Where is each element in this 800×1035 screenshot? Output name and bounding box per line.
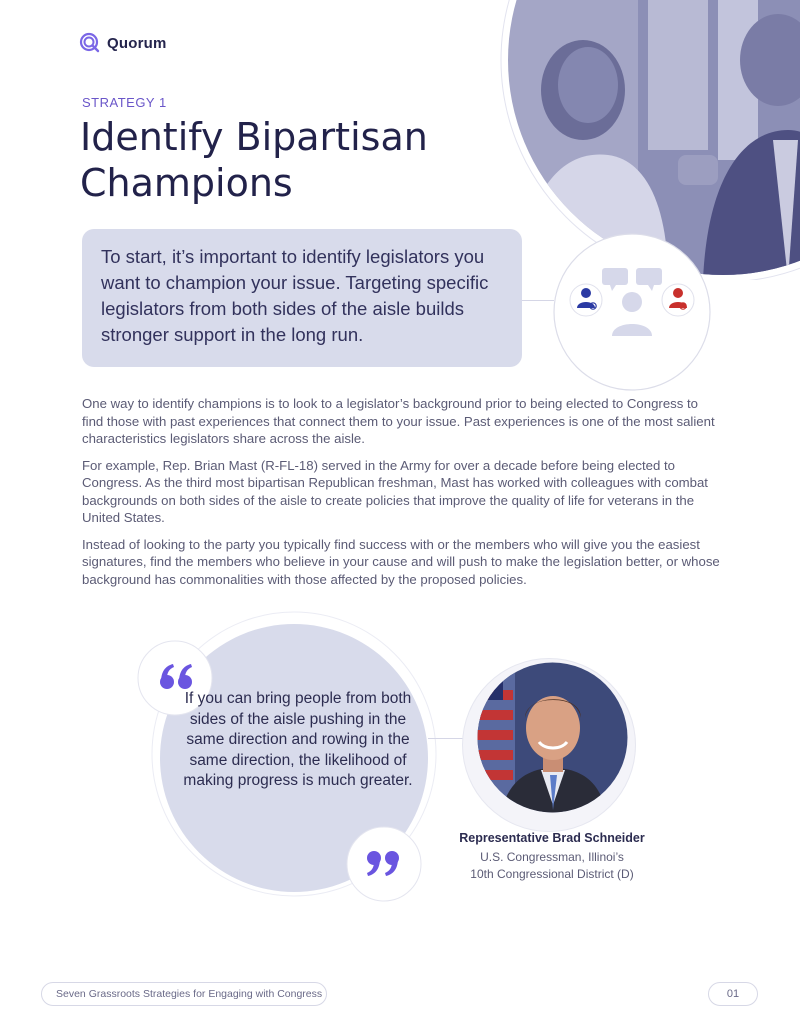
intro-callout: To start, it’s important to identify legislators you want to champion your issue. Targeting specific legislators from both sides of the aisle builds stronger support in the long run. [82,229,522,367]
body-text [82,395,722,597]
attribution-name: Representative Brad Schneider [459,831,645,845]
page-title: Identify Bipartisan Champions [80,115,428,205]
body-paragraph-3: Instead of looking to the party you typically find success with or the members who will give you the easiest signatures, find the members who believe in your cause and will push to make the legislation better, or whose background has commonalities with those affected by the proposed policies. [82,536,720,587]
quorum-logo-icon [79,32,101,54]
portrait-photo [475,660,630,815]
brand-name: Quorum [107,34,167,52]
attribution-title [440,849,664,883]
body-paragraph-1: One way to identify champions is to look to a legislator’s background prior to being elected to Congress to find those with past experiences that connect them to your issue. Past experiences is one of the most salient characteristics legislators share across the aisle. [82,396,715,446]
quote-connector [428,738,468,739]
close-quote-icon [346,826,422,902]
quote-text: If you can bring people from both sides of the aisle pushing in the same direction and rowing in the same direction, the likelihood of making progress is much greater. [183,690,413,789]
bipartisan-legislators-icon [552,232,712,392]
body-paragraph-2: For example, Rep. Brian Mast (R-FL-18) served in the Army for over a decade before being elected to Congress. As the third most bipartisan Republican freshman, Mast has worked with colleagues with combat backgrounds on both sides of the aisle to create policies that improve the quality of life for veterans in the United States. [82,457,708,525]
brand-logo [79,32,167,54]
strategy-eyebrow: STRATEGY 1 [82,95,167,110]
callout-connector [522,300,554,301]
attribution-title-line-2: 10th Congressional District (D) [470,867,634,881]
page-number: 01 [708,982,758,1006]
attribution-title-line-1: U.S. Congressman, Illinoi’s [480,850,624,864]
footer-document-title: Seven Grassroots Strategies for Engaging with Congress [41,982,327,1006]
